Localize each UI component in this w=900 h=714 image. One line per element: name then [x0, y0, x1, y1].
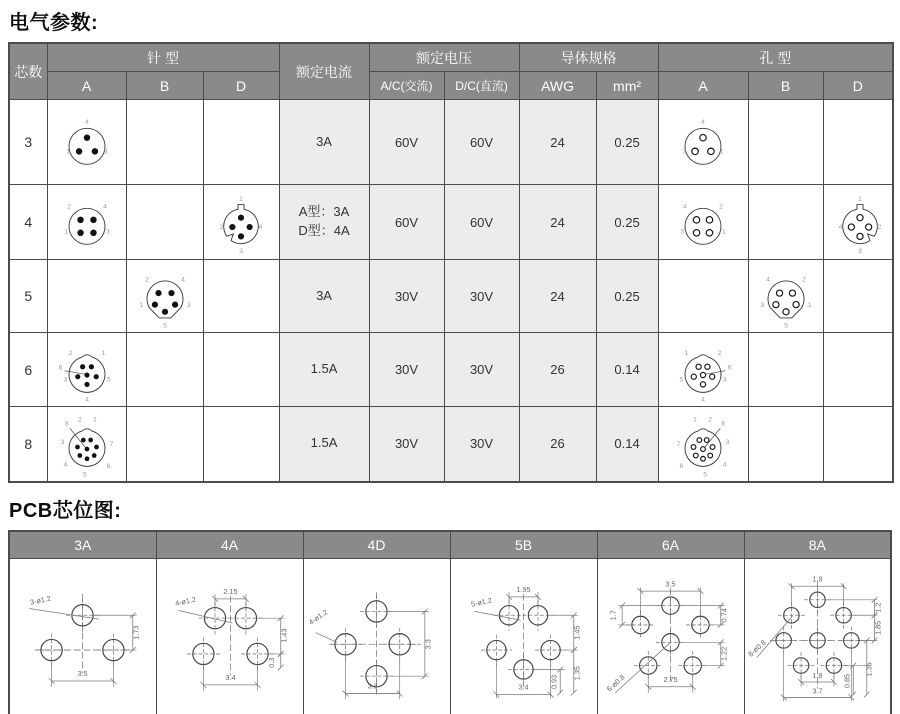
svg-text:1.22: 1.22	[719, 646, 729, 661]
dc-voltage-cell: 60V	[444, 185, 519, 260]
hole-type-a-cell	[658, 100, 748, 185]
hole-face-diagram-4a	[667, 186, 739, 258]
svg-text:2: 2	[68, 349, 72, 357]
hole-type-b-cell	[748, 333, 823, 407]
pin-type-b-cell	[126, 260, 203, 333]
electrical-params-title: 电气参数:	[9, 12, 99, 34]
header-cores: 芯数	[9, 43, 47, 100]
hole-type-b-cell	[748, 407, 823, 482]
svg-text:1.45: 1.45	[572, 625, 582, 640]
svg-text:1.35: 1.35	[864, 661, 874, 676]
awg-cell: 26	[519, 407, 596, 482]
awg-cell: 24	[519, 100, 596, 185]
svg-text:1.35: 1.35	[572, 665, 582, 680]
pin-type-d-cell	[203, 333, 279, 407]
pcb-drawing-4d	[304, 562, 449, 713]
pin-face-diagram-4a	[51, 186, 123, 258]
pcb-drawing-6a	[598, 562, 743, 713]
pcb-drawing-5b	[451, 562, 596, 713]
svg-text:7: 7	[676, 440, 681, 448]
cores-cell: 4	[9, 185, 47, 260]
header-awg: AWG	[519, 72, 596, 100]
rated-current-cell: 1.5A	[279, 407, 369, 482]
svg-text:4: 4	[838, 224, 842, 232]
hole-type-b-cell	[748, 100, 823, 185]
svg-text:1: 1	[857, 196, 862, 204]
pcb-layout-table	[8, 530, 892, 714]
svg-text:7: 7	[109, 440, 113, 448]
pcb-drawing-4a	[157, 562, 302, 713]
hole-type-d-cell	[823, 100, 893, 185]
mm2-cell: 0.25	[596, 100, 658, 185]
pcb-drawing-3a	[10, 562, 155, 713]
ac-voltage-cell: 30V	[369, 260, 444, 333]
svg-text:2: 2	[877, 224, 881, 232]
header-mm2: mm²	[596, 72, 658, 100]
svg-text:4: 4	[701, 119, 705, 126]
svg-text:3.5: 3.5	[665, 578, 676, 588]
hole-face-diagram-3a	[667, 106, 739, 178]
hole-face-diagram-5b	[750, 260, 822, 332]
pcb-drawings-row	[9, 558, 891, 714]
spec-row-5-cores	[9, 260, 893, 333]
hole-face-diagram-8a	[667, 408, 739, 480]
svg-text:2: 2	[144, 276, 149, 284]
pin-face-diagram-3a	[51, 106, 123, 178]
svg-text:1: 1	[239, 196, 243, 204]
header-hole-d: D	[823, 72, 893, 100]
svg-text:3: 3	[722, 376, 727, 384]
cores-cell: 6	[9, 333, 47, 407]
pcb-header-4a: 4A	[156, 531, 303, 559]
svg-text:0.3: 0.3	[266, 657, 276, 668]
pcb-header-8a: 8A	[744, 531, 891, 559]
svg-text:5: 5	[162, 322, 167, 330]
hole-face-diagram-4d	[824, 186, 894, 258]
cores-cell: 5	[9, 260, 47, 333]
header-ac-voltage: A/C(交流)	[369, 72, 444, 100]
svg-text:1.43: 1.43	[279, 628, 289, 643]
svg-text:0.85: 0.85	[842, 673, 852, 688]
svg-text:3: 3	[725, 438, 730, 446]
svg-text:1: 1	[722, 228, 726, 236]
svg-text:3: 3	[857, 247, 862, 255]
svg-text:6: 6	[106, 462, 111, 470]
header-rated-voltage: 额定电压	[369, 43, 519, 72]
dc-voltage-cell: 30V	[444, 407, 519, 482]
svg-text:5: 5	[679, 376, 684, 384]
rated-current-cell: 3A	[279, 100, 369, 185]
svg-text:8-ø0.8: 8-ø0.8	[745, 637, 768, 659]
dc-voltage-cell: 60V	[444, 100, 519, 185]
pcb-header-row	[9, 531, 891, 559]
ac-voltage-cell: 60V	[369, 185, 444, 260]
svg-text:5: 5	[106, 376, 111, 384]
svg-text:3.7: 3.7	[812, 686, 823, 696]
svg-text:1: 1	[719, 148, 724, 156]
svg-text:2.15: 2.15	[223, 586, 238, 596]
svg-text:4: 4	[102, 203, 107, 211]
pcb-layout-title: PCB芯位图:	[9, 499, 122, 522]
svg-text:1: 1	[684, 349, 689, 357]
svg-text:1: 1	[807, 301, 812, 309]
pcb-drawing-cell-4d	[303, 558, 450, 714]
svg-text:2: 2	[708, 416, 713, 424]
hole-type-d-cell	[823, 260, 893, 333]
awg-cell: 24	[519, 185, 596, 260]
svg-text:3: 3	[103, 148, 108, 156]
svg-text:6: 6	[57, 363, 62, 371]
pin-face-diagram-4d	[205, 186, 277, 258]
svg-text:1: 1	[693, 416, 698, 424]
svg-text:2: 2	[219, 224, 224, 232]
svg-text:4: 4	[258, 224, 263, 232]
dc-voltage-cell: 30V	[444, 260, 519, 333]
svg-text:2: 2	[717, 349, 722, 357]
hole-type-b-cell	[748, 185, 823, 260]
svg-text:5: 5	[783, 322, 788, 330]
svg-text:5-ø1.2: 5-ø1.2	[470, 595, 493, 609]
svg-text:1.95: 1.95	[516, 584, 531, 594]
svg-text:3.3: 3.3	[423, 638, 433, 649]
svg-text:2.75: 2.75	[663, 674, 678, 684]
svg-text:3: 3	[105, 228, 110, 236]
ac-voltage-cell: 30V	[369, 333, 444, 407]
svg-text:3: 3	[62, 376, 67, 384]
pin-type-b-cell	[126, 185, 203, 260]
svg-text:3.4: 3.4	[518, 682, 529, 692]
header-hole-b: B	[748, 72, 823, 100]
svg-text:4: 4	[765, 276, 770, 284]
cores-cell: 3	[9, 100, 47, 185]
mm2-cell: 0.25	[596, 185, 658, 260]
pcb-header-3a: 3A	[9, 531, 156, 559]
svg-text:5: 5	[82, 471, 87, 479]
svg-text:3.4: 3.4	[225, 672, 236, 682]
svg-text:3-ø1.2: 3-ø1.2	[29, 593, 52, 607]
header-pin-a: A	[47, 72, 126, 100]
pin-type-a-cell	[47, 260, 126, 333]
svg-text:4: 4	[180, 276, 185, 284]
pin-type-b-cell	[126, 100, 203, 185]
dc-voltage-cell: 30V	[444, 333, 519, 407]
svg-text:2: 2	[66, 203, 71, 211]
svg-text:4-ø1.2: 4-ø1.2	[174, 594, 197, 608]
svg-text:4: 4	[84, 119, 89, 126]
svg-text:4: 4	[701, 396, 705, 404]
spec-row-4-cores	[9, 185, 893, 260]
svg-text:3: 3	[186, 301, 191, 309]
pcb-header-6a: 6A	[597, 531, 744, 559]
mm2-cell: 0.14	[596, 407, 658, 482]
svg-text:3: 3	[239, 247, 243, 255]
svg-text:4-ø1.2: 4-ø1.2	[306, 606, 330, 627]
rated-current-cell: 3A	[279, 260, 369, 333]
pcb-drawing-cell-6a	[597, 558, 744, 714]
svg-text:0.74: 0.74	[719, 607, 729, 622]
svg-text:8: 8	[64, 420, 69, 428]
header-row-2	[9, 72, 893, 100]
svg-text:2: 2	[719, 203, 723, 211]
header-conductor-spec: 导体规格	[519, 43, 658, 72]
ac-voltage-cell: 30V	[369, 407, 444, 482]
svg-text:1: 1	[92, 416, 97, 424]
hole-type-a-cell	[658, 333, 748, 407]
svg-text:1.73: 1.73	[131, 625, 141, 640]
header-pin-b: B	[126, 72, 203, 100]
svg-text:1.9: 1.9	[812, 573, 823, 583]
hole-type-d-cell	[823, 185, 893, 260]
svg-text:0.93: 0.93	[549, 674, 559, 689]
pcb-drawing-cell-8a	[744, 558, 891, 714]
svg-text:2: 2	[77, 416, 82, 424]
spec-row-8-cores	[9, 407, 893, 482]
mm2-cell: 0.25	[596, 260, 658, 333]
svg-text:2: 2	[801, 276, 806, 284]
svg-text:3: 3	[60, 438, 64, 446]
pin-face-diagram-8a	[51, 408, 123, 480]
header-hole-type: 孔 型	[658, 43, 893, 72]
header-rated-current: 额定电流	[279, 43, 369, 100]
pin-type-d-cell	[203, 260, 279, 333]
hole-type-a-cell	[658, 407, 748, 482]
pin-face-diagram-5b	[129, 260, 201, 332]
svg-text:4: 4	[84, 396, 89, 404]
header-pin-d: D	[203, 72, 279, 100]
pin-type-a-cell	[47, 407, 126, 482]
hole-type-a-cell	[658, 185, 748, 260]
hole-face-diagram-6a	[667, 334, 739, 406]
svg-text:1.2: 1.2	[873, 601, 883, 613]
ac-voltage-cell: 60V	[369, 100, 444, 185]
pcb-header-5b: 5B	[450, 531, 597, 559]
electrical-params-table	[8, 42, 894, 483]
pin-type-d-cell	[203, 185, 279, 260]
svg-text:1: 1	[101, 349, 105, 357]
pin-type-a-cell	[47, 185, 126, 260]
header-pin-type: 针 型	[47, 43, 279, 72]
pcb-header-4d: 4D	[303, 531, 450, 559]
rated-current-cell: A型：3A D型：4A	[279, 185, 369, 260]
svg-text:3: 3	[759, 301, 764, 309]
pin-type-d-cell	[203, 407, 279, 482]
header-row-1	[9, 43, 893, 72]
svg-text:6: 6	[727, 363, 732, 371]
svg-text:8: 8	[721, 420, 726, 428]
hole-type-b-cell	[748, 260, 823, 333]
header-dc-voltage: D/C(直流)	[444, 72, 519, 100]
pcb-drawing-cell-3a	[9, 558, 156, 714]
svg-text:4: 4	[683, 203, 687, 211]
mm2-cell: 0.14	[596, 333, 658, 407]
rated-current-cell: 1.5A	[279, 333, 369, 407]
pcb-drawing-cell-4a	[156, 558, 303, 714]
svg-text:1.7: 1.7	[608, 609, 618, 620]
svg-text:6-ø0.8: 6-ø0.8	[604, 672, 627, 693]
pcb-drawing-8a	[745, 562, 890, 713]
pin-type-a-cell	[47, 333, 126, 407]
svg-text:4: 4	[62, 461, 67, 469]
pin-type-d-cell	[203, 100, 279, 185]
svg-text:1: 1	[138, 301, 143, 309]
svg-text:3: 3	[682, 148, 687, 156]
awg-cell: 24	[519, 260, 596, 333]
pin-type-b-cell	[126, 333, 203, 407]
svg-text:5: 5	[703, 471, 708, 479]
hole-type-d-cell	[823, 407, 893, 482]
hole-type-d-cell	[823, 333, 893, 407]
svg-text:1.8: 1.8	[812, 670, 823, 680]
spec-row-3-cores	[9, 100, 893, 185]
awg-cell: 26	[519, 333, 596, 407]
svg-text:3.3: 3.3	[367, 681, 378, 691]
pin-face-diagram-6a	[51, 334, 123, 406]
pcb-drawing-cell-5b	[450, 558, 597, 714]
pin-type-a-cell	[47, 100, 126, 185]
svg-text:3.5: 3.5	[77, 668, 88, 678]
svg-text:4: 4	[722, 461, 727, 469]
cores-cell: 8	[9, 407, 47, 482]
pin-type-b-cell	[126, 407, 203, 482]
header-hole-a: A	[658, 72, 748, 100]
svg-text:1: 1	[63, 228, 68, 236]
spec-row-6-cores	[9, 333, 893, 407]
svg-text:3: 3	[680, 228, 685, 236]
hole-type-a-cell	[658, 260, 748, 333]
svg-text:1.85: 1.85	[873, 620, 883, 635]
svg-text:6: 6	[679, 462, 684, 470]
svg-text:1: 1	[65, 148, 70, 156]
